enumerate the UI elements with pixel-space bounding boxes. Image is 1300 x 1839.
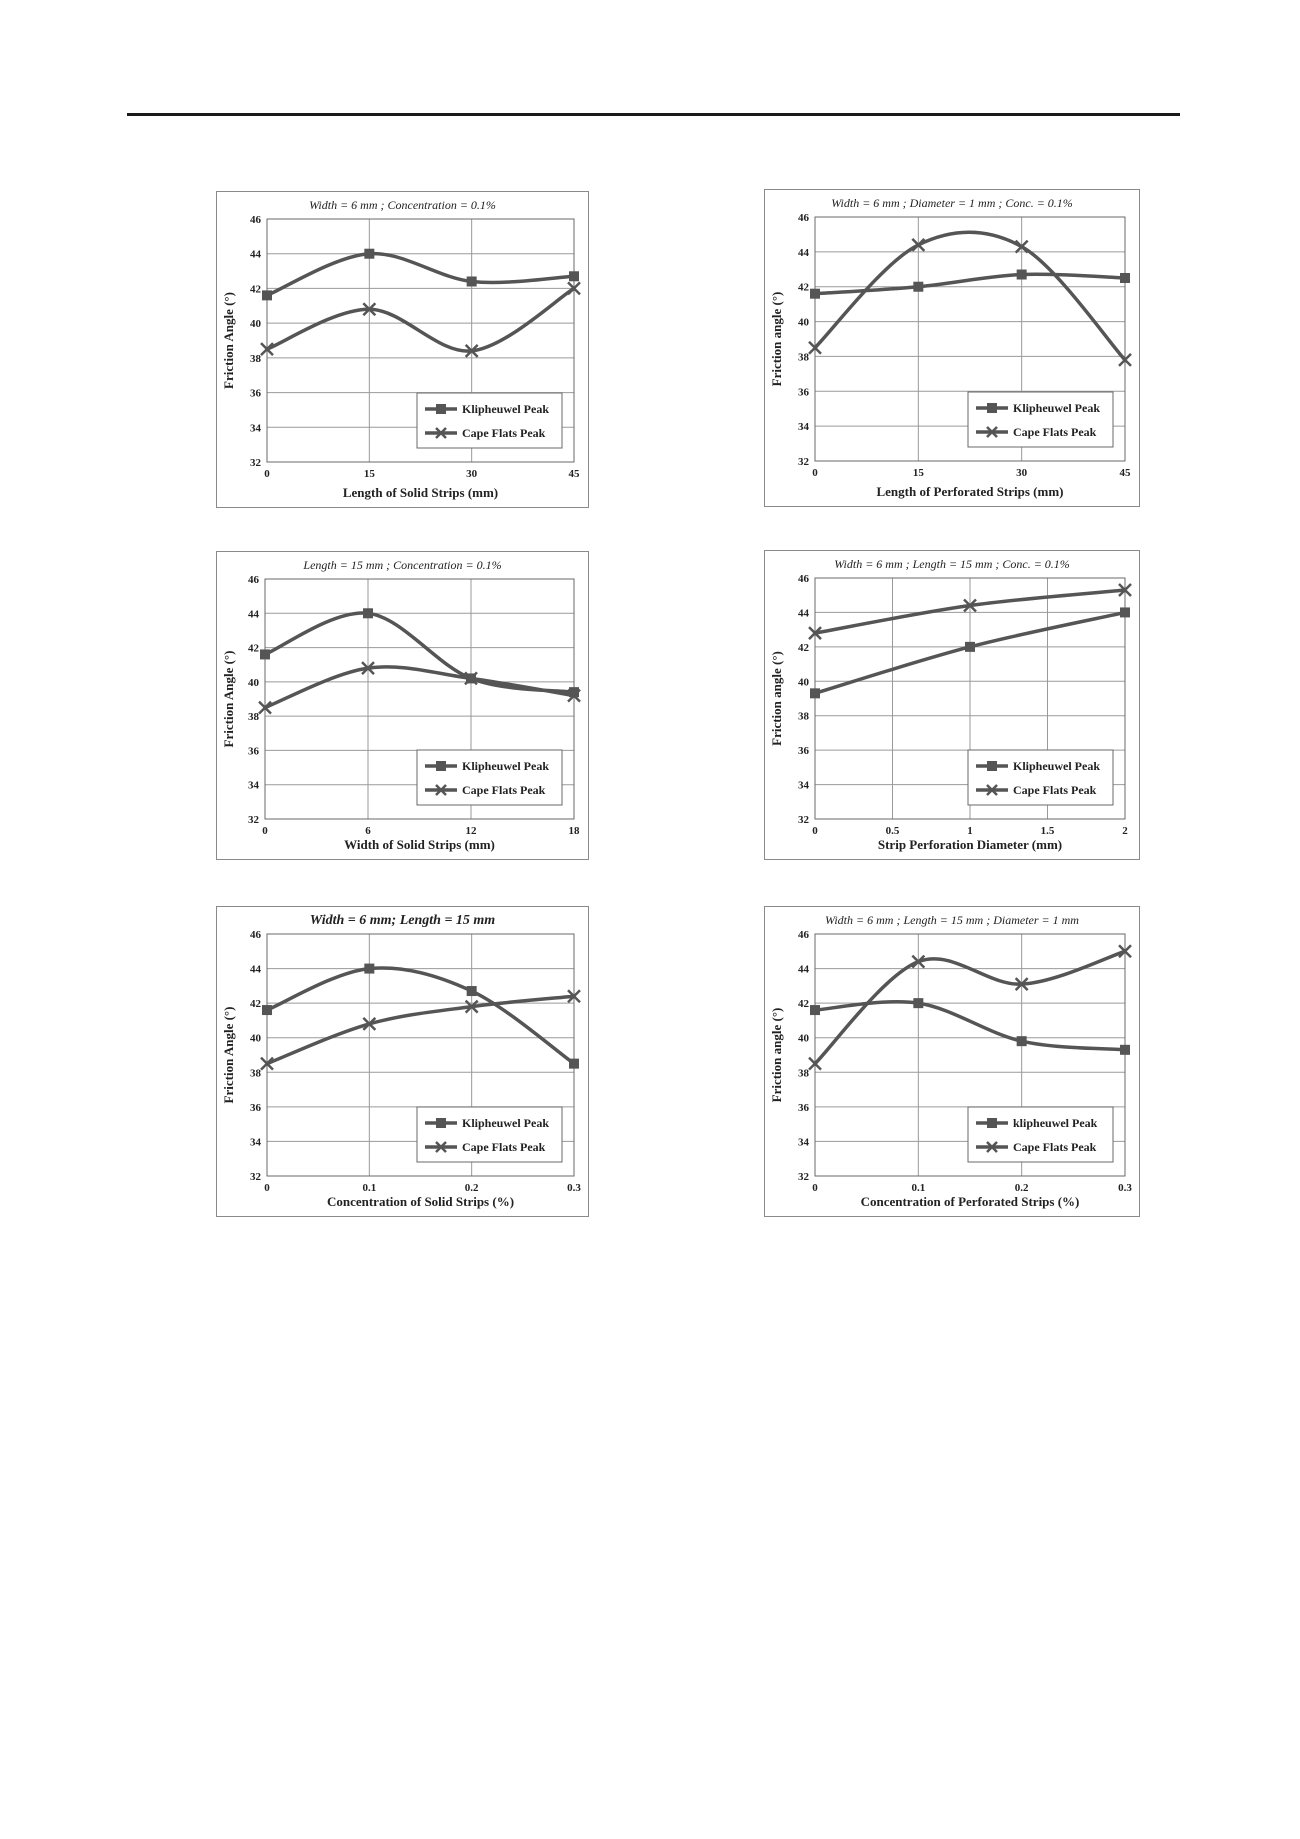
chart-title: Width = 6 mm; Length = 15 mm [309, 913, 496, 928]
legend-label: Klipheuwel Peak [462, 402, 550, 416]
legend-label: Cape Flats Peak [1013, 1140, 1097, 1154]
y-tick-label: 36 [250, 1101, 261, 1114]
series-line [267, 254, 574, 296]
y-tick-label: 44 [798, 607, 809, 620]
y-tick-label: 40 [250, 318, 261, 331]
x-tick-label: 6 [365, 825, 371, 837]
y-tick-label: 42 [250, 998, 261, 1011]
data-point-square [262, 1005, 272, 1015]
y-tick-label: 38 [798, 351, 809, 364]
legend-label: Klipheuwel Peak [1013, 759, 1101, 773]
data-point-square [965, 642, 975, 652]
chart-svg [217, 907, 588, 1216]
x-tick-label: 2 [1122, 825, 1128, 837]
data-point-square [467, 276, 477, 286]
data-point-square [363, 608, 373, 618]
y-tick-label: 34 [798, 779, 809, 792]
y-tick-label: 46 [798, 573, 809, 585]
series-line [267, 968, 574, 1064]
chart-perforation-diameter [764, 550, 1140, 860]
legend-label: Klipheuwel Peak [462, 1116, 550, 1130]
x-tick-label: 0.3 [1118, 1182, 1132, 1194]
x-tick-label: 0.2 [1014, 1182, 1029, 1194]
y-tick-label: 36 [798, 1101, 809, 1114]
data-point-square [569, 1059, 579, 1069]
y-tick-label: 42 [798, 998, 809, 1011]
y-tick-label: 34 [798, 421, 809, 434]
data-point-square [1120, 1045, 1130, 1055]
y-tick-label: 46 [250, 929, 261, 941]
legend-marker-square [987, 1118, 997, 1128]
y-tick-label: 42 [248, 642, 259, 655]
legend-marker-square [436, 761, 446, 771]
series-line [265, 667, 574, 708]
chart-svg [217, 552, 588, 859]
y-tick-label: 36 [798, 386, 809, 399]
y-tick-label: 32 [798, 456, 809, 468]
chart-length-solid-strips [216, 191, 589, 508]
legend-label: Cape Flats Peak [462, 426, 546, 440]
legend-label: Cape Flats Peak [462, 783, 546, 797]
y-tick-label: 36 [248, 745, 259, 758]
y-tick-label: 32 [250, 457, 261, 469]
y-tick-label: 32 [798, 1171, 809, 1183]
x-tick-label: 0 [262, 825, 268, 837]
x-tick-label: 30 [466, 468, 478, 480]
y-tick-label: 42 [250, 283, 261, 296]
x-tick-label: 45 [1119, 467, 1131, 479]
y-tick-label: 38 [798, 1067, 809, 1080]
legend [968, 392, 1113, 447]
y-tick-label: 40 [798, 1032, 809, 1045]
chart-svg [765, 190, 1139, 506]
legend-marker-square [436, 404, 446, 414]
y-tick-label: 36 [798, 745, 809, 758]
chart-title: Length = 15 mm ; Concentration = 0.1% [303, 558, 502, 572]
legend-label: Klipheuwel Peak [462, 759, 550, 773]
legend [417, 1107, 562, 1162]
y-tick-label: 44 [248, 608, 259, 621]
x-tick-label: 15 [363, 468, 375, 480]
x-tick-label: 45 [568, 468, 580, 480]
data-point-square [913, 282, 923, 292]
x-tick-label: 0 [264, 468, 270, 480]
y-axis-label: Friction Angle (°) [221, 1006, 236, 1104]
x-tick-label: 0.5 [885, 825, 900, 837]
y-tick-label: 44 [798, 963, 809, 976]
y-tick-label: 34 [248, 779, 259, 792]
x-axis-label: Width of Solid Strips (mm) [344, 837, 495, 852]
chart-title: Width = 6 mm ; Concentration = 0.1% [309, 198, 496, 212]
chart-svg [765, 551, 1139, 859]
x-axis-label: Length of Solid Strips (mm) [342, 485, 499, 500]
y-tick-label: 38 [248, 711, 259, 724]
y-axis-label: Friction angle (°) [769, 651, 784, 746]
data-point-square [810, 1005, 820, 1015]
chart-length-perforated-strips [764, 189, 1140, 507]
x-axis-label: Concentration of Perforated Strips (%) [860, 1194, 1080, 1209]
y-tick-label: 38 [250, 1067, 261, 1080]
legend-marker-square [436, 1118, 446, 1128]
series-line [815, 274, 1125, 293]
y-axis-label: Friction angle (°) [769, 291, 784, 387]
chart-title: Width = 6 mm ; Length = 15 mm ; Conc. = 0.1% [834, 557, 1070, 571]
x-tick-label: 0 [812, 467, 818, 479]
y-tick-label: 40 [798, 316, 809, 329]
chart-title: Width = 6 mm ; Length = 15 mm ; Diameter = 1 mm [825, 913, 1079, 927]
y-tick-label: 32 [250, 1171, 261, 1183]
series-line [267, 288, 574, 351]
data-point-square [364, 249, 374, 259]
y-tick-label: 44 [798, 246, 809, 259]
x-tick-label: 1.5 [1040, 825, 1055, 837]
x-tick-label: 0 [812, 825, 818, 837]
chart-concentration-solid-strips [216, 906, 589, 1217]
x-axis-label: Length of Perforated Strips (mm) [876, 484, 1064, 499]
y-axis-label: Friction Angle (°) [221, 650, 236, 748]
y-tick-label: 44 [250, 248, 261, 261]
y-tick-label: 36 [250, 387, 261, 400]
y-tick-label: 32 [248, 814, 259, 826]
y-tick-label: 46 [798, 212, 809, 224]
data-point-square [1017, 270, 1027, 280]
x-tick-label: 30 [1016, 467, 1028, 479]
data-point-square [260, 649, 270, 659]
legend-label: Cape Flats Peak [462, 1140, 546, 1154]
chart-svg [765, 907, 1139, 1216]
data-point-square [1120, 607, 1130, 617]
data-point-square [262, 290, 272, 300]
legend-label: klipheuwel Peak [1013, 1116, 1098, 1130]
y-tick-label: 34 [250, 422, 261, 435]
legend-marker-square [987, 761, 997, 771]
chart-title: Width = 6 mm ; Diameter = 1 mm ; Conc. = 0.1% [831, 196, 1073, 210]
y-tick-label: 34 [250, 1136, 261, 1149]
y-tick-label: 46 [248, 574, 259, 586]
x-tick-label: 0 [264, 1182, 270, 1194]
data-point-square [1120, 273, 1130, 283]
legend-label: Cape Flats Peak [1013, 783, 1097, 797]
y-tick-label: 42 [798, 281, 809, 294]
x-tick-label: 0 [812, 1182, 818, 1194]
x-tick-label: 0.2 [464, 1182, 479, 1194]
data-point-square [810, 688, 820, 698]
data-point-square [1017, 1036, 1027, 1046]
page-header-rule [127, 113, 1180, 116]
y-tick-label: 40 [248, 676, 259, 689]
data-point-square [364, 964, 374, 974]
y-axis-label: Friction Angle (°) [221, 292, 236, 389]
chart-concentration-perforated-strips [764, 906, 1140, 1217]
y-tick-label: 42 [798, 641, 809, 654]
data-point-square [810, 289, 820, 299]
x-tick-label: 1 [967, 825, 973, 837]
series-line [265, 613, 574, 692]
legend-marker-square [987, 403, 997, 413]
y-tick-label: 38 [250, 352, 261, 365]
y-tick-label: 40 [250, 1032, 261, 1045]
x-axis-label: Concentration of Solid Strips (%) [326, 1194, 515, 1209]
legend [968, 750, 1113, 805]
chart-width-solid-strips [216, 551, 589, 860]
data-point-square [467, 986, 477, 996]
y-tick-label: 40 [798, 676, 809, 689]
y-tick-label: 38 [798, 710, 809, 723]
legend [968, 1107, 1113, 1162]
x-axis-label: Strip Perforation Diameter (mm) [877, 837, 1063, 852]
x-tick-label: 18 [568, 825, 580, 837]
y-tick-label: 34 [798, 1136, 809, 1149]
y-tick-label: 44 [250, 963, 261, 976]
x-tick-label: 12 [465, 825, 477, 837]
legend [417, 750, 562, 805]
legend-label: Klipheuwel Peak [1013, 401, 1101, 415]
data-point-square [913, 998, 923, 1008]
legend-label: Cape Flats Peak [1013, 425, 1097, 439]
data-point-square [569, 271, 579, 281]
chart-svg [217, 192, 588, 507]
legend [417, 393, 562, 448]
x-tick-label: 0.1 [911, 1182, 926, 1194]
x-tick-label: 0.1 [362, 1182, 377, 1194]
y-axis-label: Friction angle (°) [769, 1007, 784, 1103]
x-tick-label: 15 [912, 467, 924, 479]
y-tick-label: 46 [798, 929, 809, 941]
y-tick-label: 46 [250, 214, 261, 226]
x-tick-label: 0.3 [567, 1182, 581, 1194]
y-tick-label: 32 [798, 814, 809, 826]
